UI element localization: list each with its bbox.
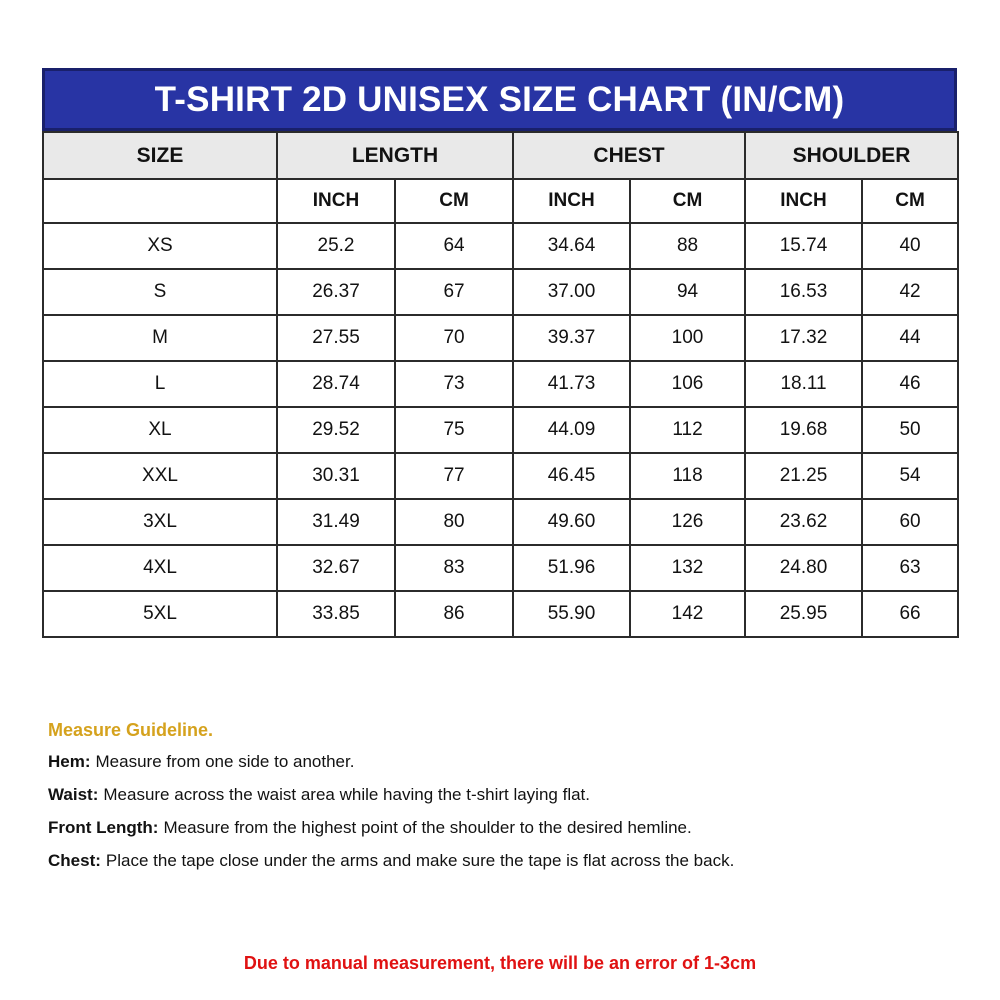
value-cell: 25.95 xyxy=(745,591,862,637)
guideline-front-length-text: Measure from the highest point of the shoulder to the desired hemline. xyxy=(163,818,692,837)
value-cell: 70 xyxy=(395,315,513,361)
measure-guideline-section xyxy=(48,720,948,884)
unit-header-empty-cell xyxy=(43,179,277,223)
value-cell: 51.96 xyxy=(513,545,630,591)
value-cell: 132 xyxy=(630,545,745,591)
size-cell: 3XL xyxy=(43,499,277,545)
value-cell: 32.67 xyxy=(277,545,395,591)
value-cell: 94 xyxy=(630,269,745,315)
size-cell: XL xyxy=(43,407,277,453)
value-cell: 25.2 xyxy=(277,223,395,269)
value-cell: 24.80 xyxy=(745,545,862,591)
value-cell: 44 xyxy=(862,315,958,361)
size-table xyxy=(42,131,959,638)
value-cell: 83 xyxy=(395,545,513,591)
size-cell: XS xyxy=(43,223,277,269)
unit-header-length-inch: INCH xyxy=(277,179,395,223)
group-header-row xyxy=(43,132,958,179)
value-cell: 44.09 xyxy=(513,407,630,453)
size-cell: S xyxy=(43,269,277,315)
value-cell: 75 xyxy=(395,407,513,453)
value-cell: 29.52 xyxy=(277,407,395,453)
unit-header-chest-inch: INCH xyxy=(513,179,630,223)
size-cell: M xyxy=(43,315,277,361)
value-cell: 118 xyxy=(630,453,745,499)
value-cell: 49.60 xyxy=(513,499,630,545)
value-cell: 27.55 xyxy=(277,315,395,361)
guideline-front-length-label: Front Length: xyxy=(48,818,159,837)
header-chest: CHEST xyxy=(513,132,745,179)
value-cell: 55.90 xyxy=(513,591,630,637)
chart-title: T-SHIRT 2D UNISEX SIZE CHART (IN/CM) xyxy=(154,79,845,119)
value-cell: 112 xyxy=(630,407,745,453)
value-cell: 26.37 xyxy=(277,269,395,315)
value-cell: 42 xyxy=(862,269,958,315)
value-cell: 40 xyxy=(862,223,958,269)
row-s xyxy=(43,269,958,315)
value-cell: 28.74 xyxy=(277,361,395,407)
value-cell: 73 xyxy=(395,361,513,407)
guideline-hem xyxy=(48,752,948,772)
value-cell: 126 xyxy=(630,499,745,545)
value-cell: 88 xyxy=(630,223,745,269)
size-cell: 5XL xyxy=(43,591,277,637)
row-3xl xyxy=(43,499,958,545)
value-cell: 100 xyxy=(630,315,745,361)
value-cell: 63 xyxy=(862,545,958,591)
value-cell: 67 xyxy=(395,269,513,315)
value-cell: 50 xyxy=(862,407,958,453)
row-xl xyxy=(43,407,958,453)
row-5xl xyxy=(43,591,958,637)
size-cell: XXL xyxy=(43,453,277,499)
value-cell: 80 xyxy=(395,499,513,545)
value-cell: 21.25 xyxy=(745,453,862,499)
header-shoulder: SHOULDER xyxy=(745,132,958,179)
value-cell: 86 xyxy=(395,591,513,637)
value-cell: 39.37 xyxy=(513,315,630,361)
value-cell: 31.49 xyxy=(277,499,395,545)
value-cell: 37.00 xyxy=(513,269,630,315)
value-cell: 41.73 xyxy=(513,361,630,407)
value-cell: 33.85 xyxy=(277,591,395,637)
unit-header-shoulder-cm: CM xyxy=(862,179,958,223)
value-cell: 34.64 xyxy=(513,223,630,269)
header-length: LENGTH xyxy=(277,132,513,179)
measurement-error-note: Due to manual measurement, there will be an error of 1-3cm xyxy=(243,953,757,973)
value-cell: 66 xyxy=(862,591,958,637)
unit-header-length-cm: CM xyxy=(395,179,513,223)
value-cell: 64 xyxy=(395,223,513,269)
unit-header-row xyxy=(43,179,958,223)
chart-title-banner xyxy=(42,68,957,131)
value-cell: 16.53 xyxy=(745,269,862,315)
row-xxl xyxy=(43,453,958,499)
value-cell: 23.62 xyxy=(745,499,862,545)
guideline-chest-label: Chest: xyxy=(48,851,101,870)
measure-guideline-title: Measure Guideline. xyxy=(48,720,214,740)
guideline-hem-text: Measure from one side to another. xyxy=(95,752,355,771)
guideline-hem-label: Hem: xyxy=(48,752,91,771)
guideline-waist xyxy=(48,785,948,805)
value-cell: 19.68 xyxy=(745,407,862,453)
row-xs xyxy=(43,223,958,269)
value-cell: 106 xyxy=(630,361,745,407)
value-cell: 142 xyxy=(630,591,745,637)
value-cell: 30.31 xyxy=(277,453,395,499)
value-cell: 18.11 xyxy=(745,361,862,407)
unit-header-chest-cm: CM xyxy=(630,179,745,223)
value-cell: 17.32 xyxy=(745,315,862,361)
guideline-front-length xyxy=(48,818,948,838)
row-4xl xyxy=(43,545,958,591)
header-size: SIZE xyxy=(43,132,277,179)
size-cell: 4XL xyxy=(43,545,277,591)
value-cell: 60 xyxy=(862,499,958,545)
guideline-chest xyxy=(48,851,948,871)
row-l xyxy=(43,361,958,407)
value-cell: 54 xyxy=(862,453,958,499)
value-cell: 46 xyxy=(862,361,958,407)
value-cell: 77 xyxy=(395,453,513,499)
unit-header-shoulder-inch: INCH xyxy=(745,179,862,223)
guideline-waist-label: Waist: xyxy=(48,785,99,804)
row-m xyxy=(43,315,958,361)
guideline-waist-text: Measure across the waist area while having the t-shirt laying flat. xyxy=(103,785,590,804)
size-cell: L xyxy=(43,361,277,407)
value-cell: 46.45 xyxy=(513,453,630,499)
guideline-chest-text: Place the tape close under the arms and make sure the tape is flat across the back. xyxy=(105,851,735,870)
value-cell: 15.74 xyxy=(745,223,862,269)
